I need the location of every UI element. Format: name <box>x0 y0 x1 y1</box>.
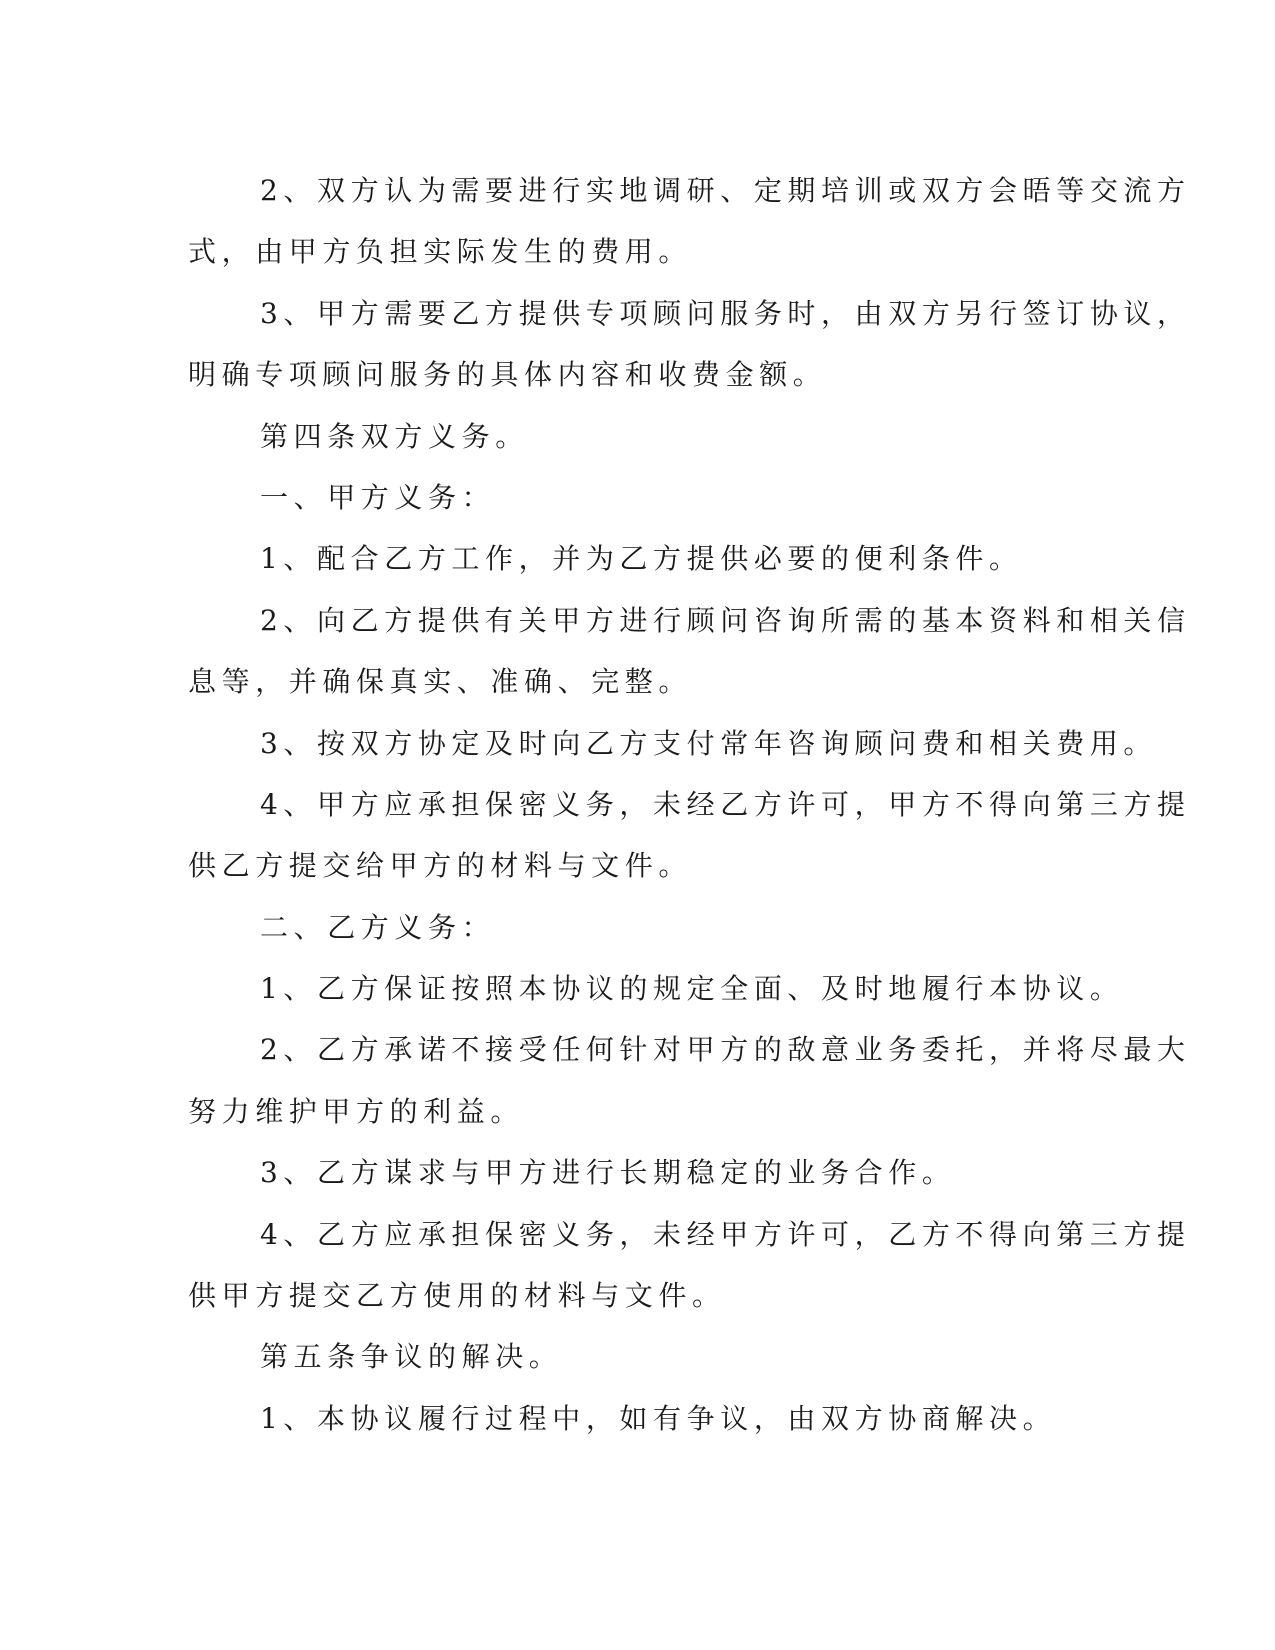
paragraph-line: 供乙方提交给甲方的材料与文件。 <box>188 849 693 883</box>
paragraph-line: 2、双方认为需要进行实地调研、定期培训或双方会晤等交流方 <box>260 174 1191 207</box>
paragraph-line: 1、配合乙方工作，并为乙方提供必要的便利条件。 <box>260 542 1023 576</box>
paragraph-line: 3、按双方协定及时向乙方支付常年咨询顾问费和相关费用。 <box>260 726 1158 760</box>
section-heading: 第四条双方义务。 <box>260 419 529 453</box>
paragraph-line: 1、本协议履行过程中，如有争议，由双方协商解决。 <box>260 1401 1057 1435</box>
subsection-heading: 二、乙方义务： <box>260 910 496 944</box>
section-heading: 第五条争议的解决。 <box>260 1340 563 1374</box>
subsection-heading: 一、甲方义务： <box>260 480 496 514</box>
paragraph-line: 2、向乙方提供有关甲方进行顾问咨询所需的基本资料和相关信 <box>260 603 1191 637</box>
paragraph-line: 3、甲方需要乙方提供专项顾问服务时，由双方另行签订协议， <box>260 296 1191 330</box>
paragraph-line: 息等，并确保真实、准确、完整。 <box>188 665 693 699</box>
paragraph-line: 4、乙方应承担保密义务，未经甲方许可，乙方不得向第三方提 <box>260 1217 1191 1251</box>
paragraph-line: 4、甲方应承担保密义务，未经乙方许可，甲方不得向第三方提 <box>260 787 1191 821</box>
paragraph-line: 2、乙方承诺不接受任何针对甲方的敌意业务委托，并将尽最大 <box>260 1033 1191 1067</box>
paragraph-line: 供甲方提交乙方使用的材料与文件。 <box>188 1279 726 1313</box>
paragraph-line: 1、乙方保证按照本协议的规定全面、及时地履行本协议。 <box>260 972 1124 1006</box>
paragraph-line: 努力维护甲方的利益。 <box>188 1094 525 1128</box>
document-body <box>188 160 1191 1449</box>
paragraph-line: 3、乙方谋求与甲方进行长期稳定的业务合作。 <box>260 1156 956 1190</box>
paragraph-line: 明确专项顾问服务的具体内容和收费金额。 <box>188 358 827 392</box>
paragraph-line: 式，由甲方负担实际发生的费用。 <box>188 235 693 269</box>
